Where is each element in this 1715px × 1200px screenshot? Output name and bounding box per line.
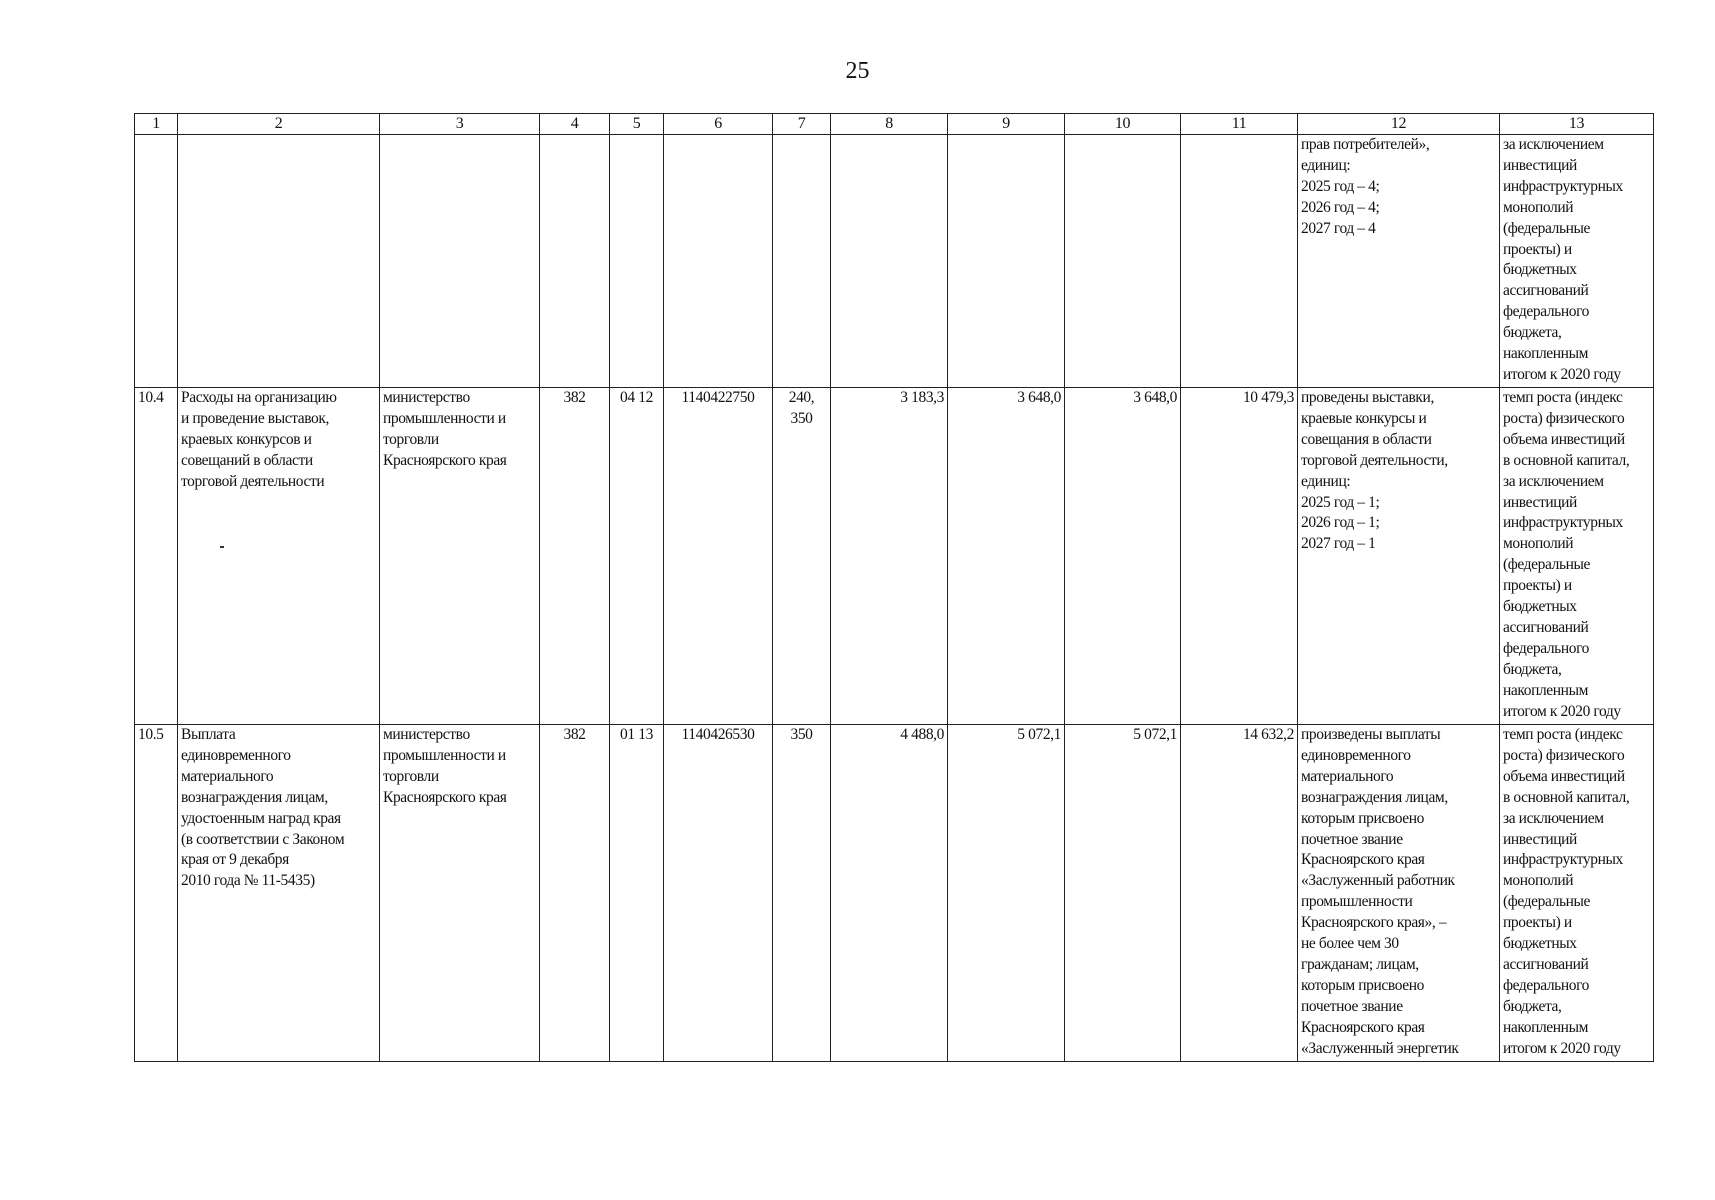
grbs-code: 382 — [540, 725, 610, 1062]
column-header-2: 2 — [178, 114, 380, 135]
target-article-code: 1140426530 — [664, 725, 773, 1062]
grbs-code: 382 — [540, 388, 610, 725]
result-cell: произведены выплаты единовременного материального вознаграждения лицам, которым присвоено почетное звание Красноярского края «Заслуженный работник промышленности Красноярского края», – не более чем 30 гражданам; лицам, которым присвоено почетное звание Красноярского края «Заслуженный энергетик — [1298, 725, 1500, 1062]
column-header-8: 8 — [831, 114, 948, 135]
column-header-3: 3 — [380, 114, 540, 135]
indicator-cell: за исключением инвестиций инфраструктурных монополий (федеральные проекты) и бюджетных ассигнований федерального бюджета, накопленным итогом к 2020 году — [1500, 135, 1654, 388]
cell-empty — [664, 135, 773, 388]
scan-mark — [220, 546, 224, 548]
column-header-13: 13 — [1500, 114, 1654, 135]
column-header-1: 1 — [135, 114, 178, 135]
cell-empty — [773, 135, 831, 388]
cell-empty — [540, 135, 610, 388]
budget-table — [134, 113, 1654, 1062]
responsible-executor: министерство промышленности и торговли Красноярского края — [380, 725, 540, 1062]
amount-2026: 3 648,0 — [948, 388, 1065, 725]
column-header-12: 12 — [1298, 114, 1500, 135]
expense-type-code: 240, 350 — [773, 388, 831, 725]
indicator-cell: темп роста (индекс роста) физического объема инвестиций в основной капитал, за исключением инвестиций инфраструктурных монополий (федеральные проекты) и бюджетных ассигнований федерального бюджета, накопленным итогом к 2020 году — [1500, 725, 1654, 1062]
header-row — [135, 114, 1654, 135]
continuation-row — [135, 135, 1654, 388]
column-header-5: 5 — [610, 114, 664, 135]
result-cell: проведены выставки, краевые конкурсы и совещания в области торговой деятельности, единиц: 2025 год – 1; 2026 год – 1; 2027 год – 1 — [1298, 388, 1500, 725]
indicator-cell: темп роста (индекс роста) физического объема инвестиций в основной капитал, за исключением инвестиций инфраструктурных монополий (федеральные проекты) и бюджетных ассигнований федерального бюджета, накопленным итогом к 2020 году — [1500, 388, 1654, 725]
column-header-7: 7 — [773, 114, 831, 135]
cell-empty — [948, 135, 1065, 388]
table-row — [135, 725, 1654, 1062]
amount-2026: 5 072,1 — [948, 725, 1065, 1062]
column-header-11: 11 — [1181, 114, 1298, 135]
table-row — [135, 388, 1654, 725]
cell-empty — [178, 135, 380, 388]
responsible-executor: министерство промышленности и торговли Красноярского края — [380, 388, 540, 725]
amount-total: 14 632,2 — [1181, 725, 1298, 1062]
column-header-10: 10 — [1065, 114, 1181, 135]
measure-name: Расходы на организацию и проведение выставок, краевых конкурсов и совещаний в области торговой деятельности — [178, 388, 380, 725]
column-header-6: 6 — [664, 114, 773, 135]
amount-2025: 3 183,3 — [831, 388, 948, 725]
cell-empty — [1065, 135, 1181, 388]
column-header-9: 9 — [948, 114, 1065, 135]
section-code: 01 13 — [610, 725, 664, 1062]
cell-empty — [1181, 135, 1298, 388]
column-header-4: 4 — [540, 114, 610, 135]
cell-empty — [380, 135, 540, 388]
result-cell: прав потребителей», единиц: 2025 год – 4; 2026 год – 4; 2027 год – 4 — [1298, 135, 1500, 388]
amount-2027: 5 072,1 — [1065, 725, 1181, 1062]
expense-type-code: 350 — [773, 725, 831, 1062]
cell-empty — [610, 135, 664, 388]
page-number: 25 — [845, 58, 870, 84]
amount-total: 10 479,3 — [1181, 388, 1298, 725]
cell-empty — [135, 135, 178, 388]
amount-2027: 3 648,0 — [1065, 388, 1181, 725]
row-number: 10.5 — [135, 725, 178, 1062]
target-article-code: 1140422750 — [664, 388, 773, 725]
amount-2025: 4 488,0 — [831, 725, 948, 1062]
measure-name: Выплата единовременного материального вознаграждения лицам, удостоенным наград края (в соответствии с Законом края от 9 декабря 2010 года № 11-5435) — [178, 725, 380, 1062]
section-code: 04 12 — [610, 388, 664, 725]
cell-empty — [831, 135, 948, 388]
row-number: 10.4 — [135, 388, 178, 725]
